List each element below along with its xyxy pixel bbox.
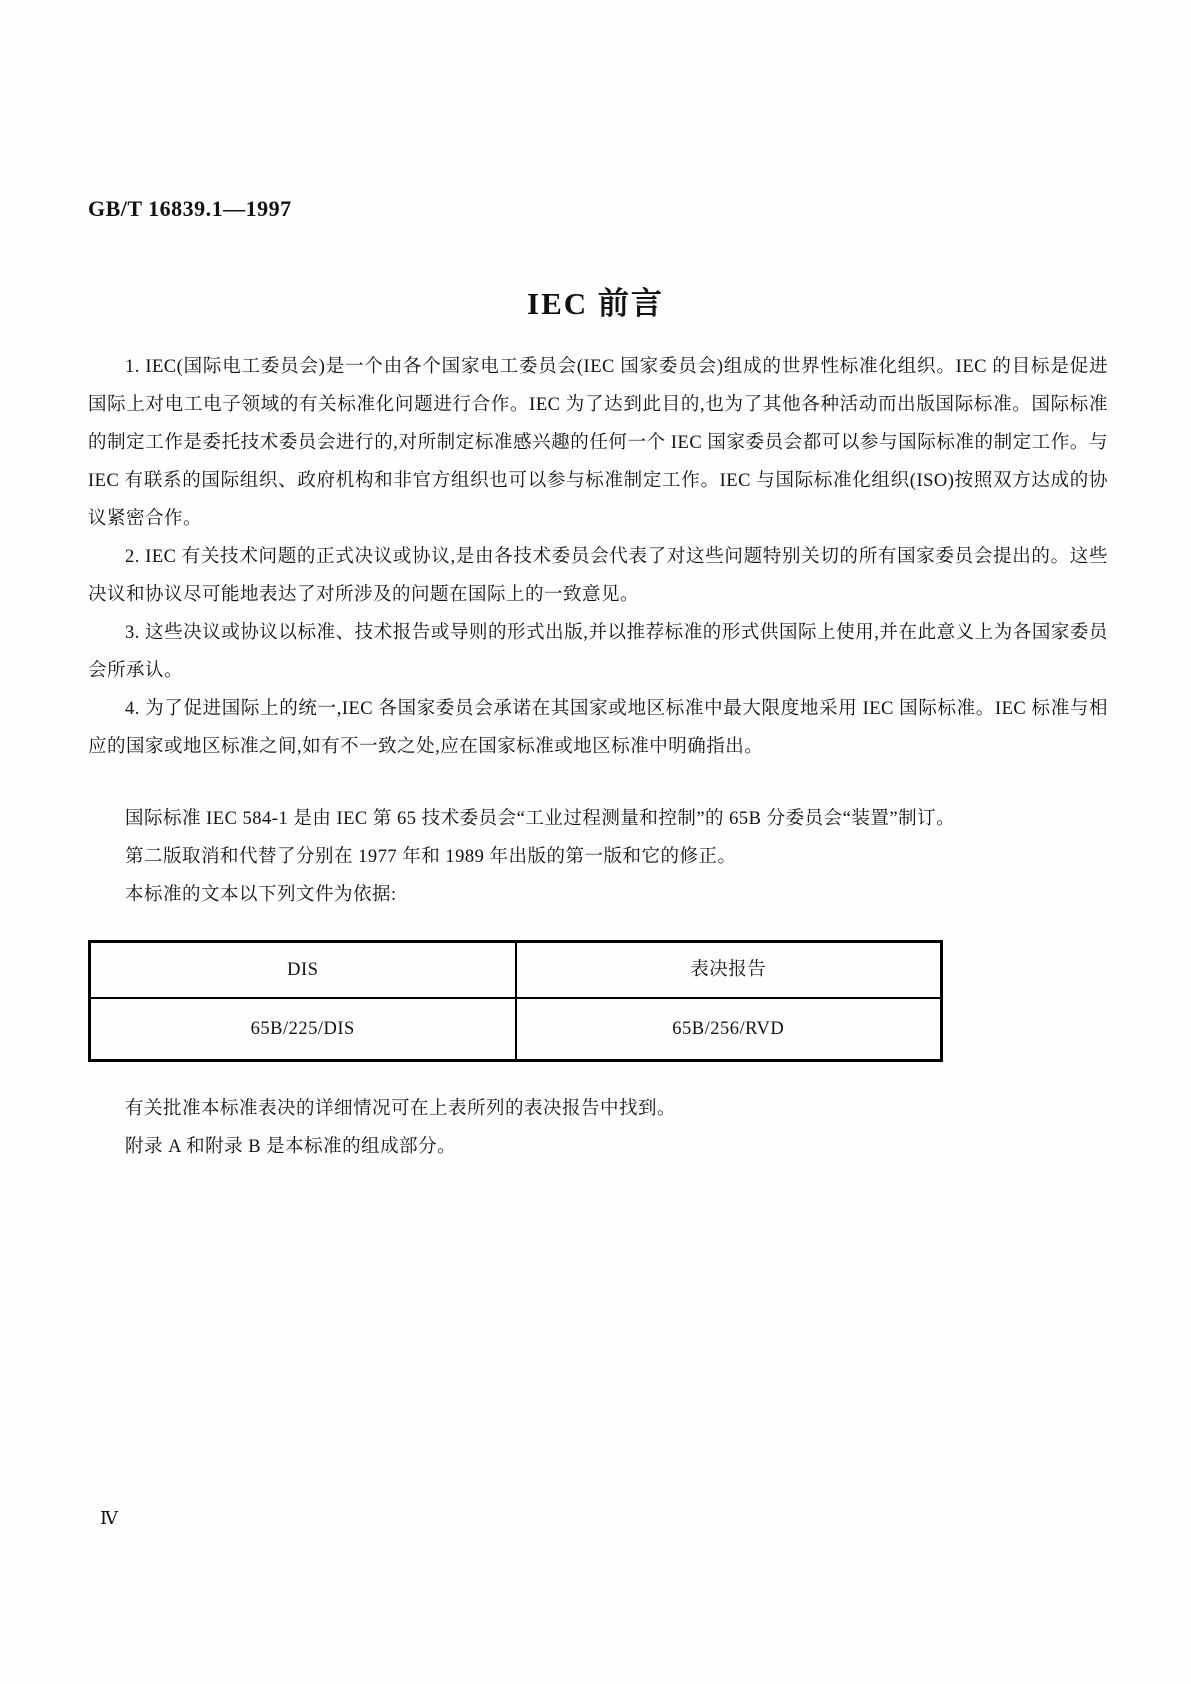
foreword-note-2: 附录 A 和附录 B 是本标准的组成部分。 [125, 1137, 457, 1157]
foreword-paragraph-6: 第二版取消和代替了分别在 1977 年和 1989 年出版的第一版和它的修正。 [125, 847, 737, 867]
foreword-paragraph-1: 1. IEC(国际电工委员会)是一个由各个国家电工委员会(IEC 国家委员会)组成的世界性标准化组织。IEC 的目标是促进国际上对电工电子领域的有关标准化问题进行合作。IEC 为了达到此目的,也为了其他各种活动而出版国际标准。国际标准的制定工作是委托技术委员会进行的,对所制定标准感兴趣的任何一个 IEC 国家委员会都可以参与国际标准的制定工作。与 IEC 有联系的国际组织、政府机构和非官方组织也可以参与标准制定工作。IEC 与国际标准化组织(ISO)按照双方达成的协议紧密合作。 [88, 357, 1108, 529]
foreword-note-1: 有关批准本标准表决的详细情况可在上表所列的表决报告中找到。 [125, 1099, 677, 1119]
vote-table-data-row [90, 998, 942, 1061]
foreword-paragraph-3: 3. 这些决议或协议以标准、技术报告或导则的形式出版,并以推荐标准的形式供国际上使用,并在此意义上为各国家委员会所承认。 [88, 623, 1108, 681]
vote-table-header-report: 表决报告 [516, 942, 942, 999]
foreword-paragraph-5: 国际标准 IEC 584-1 是由 IEC 第 65 技术委员会“工业过程测量和控制”的 65B 分委员会“装置”制订。 [125, 809, 956, 829]
vote-table [88, 940, 943, 1062]
page-number: Ⅳ [100, 1508, 118, 1528]
foreword-paragraph-2: 2. IEC 有关技术问题的正式决议或协议,是由各技术委员会代表了对这些问题特别关切的所有国家委员会提出的。这些决议和协议尽可能地表达了对所涉及的问题在国际上的一致意见。 [88, 547, 1108, 605]
vote-table-header-row [90, 942, 942, 999]
vote-table-header-dis: DIS [90, 942, 516, 999]
foreword-paragraph-4: 4. 为了促进国际上的统一,IEC 各国家委员会承诺在其国家或地区标准中最大限度地采用 IEC 国际标准。IEC 标准与相应的国家或地区标准之间,如有不一致之处,应在国家标准或地区标准中明确指出。 [88, 699, 1108, 757]
foreword-paragraph-7: 本标准的文本以下列文件为依据: [125, 885, 397, 905]
doc-number: GB/T 16839.1—1997 [88, 196, 292, 221]
page-title: IEC 前言 [527, 286, 664, 321]
vote-table-cell-report: 65B/256/RVD [516, 998, 942, 1061]
foreword-body [88, 348, 1108, 1166]
vote-table-cell-dis: 65B/225/DIS [90, 998, 516, 1061]
